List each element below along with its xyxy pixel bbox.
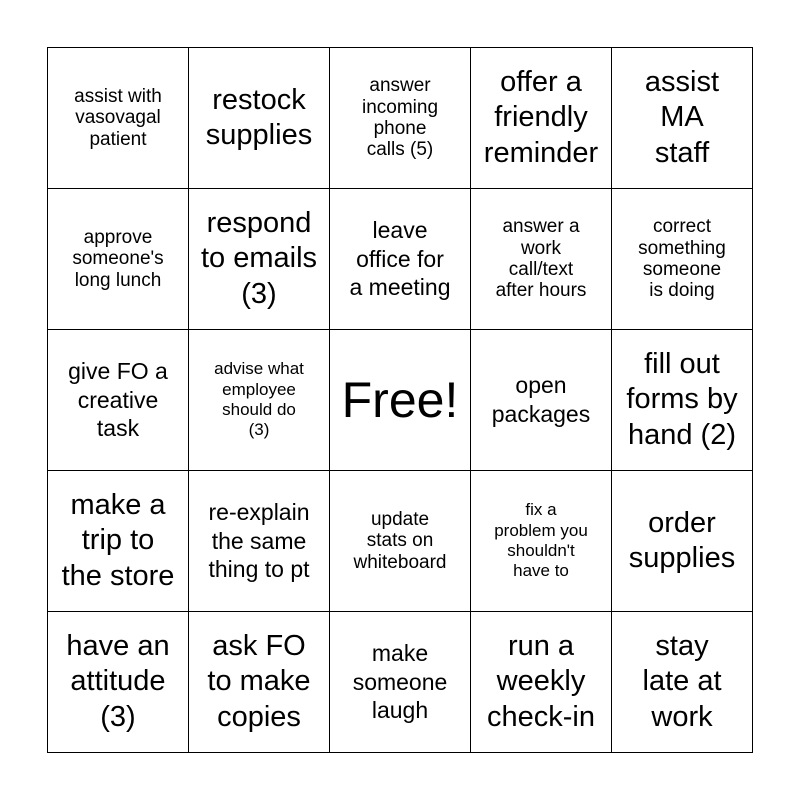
bingo-cell-3[interactable] [330, 48, 471, 189]
bingo-cell-5[interactable] [612, 48, 753, 189]
bingo-cell-label: respond to emails (3) [200, 206, 318, 310]
bingo-cell-15[interactable] [612, 330, 753, 471]
bingo-cell-label: approve someone's long lunch [72, 227, 164, 291]
bingo-cell-21[interactable] [48, 612, 189, 753]
bingo-cell-4[interactable] [471, 48, 612, 189]
bingo-cell-12[interactable] [189, 330, 330, 471]
bingo-cell-label: stay late at work [642, 629, 722, 733]
bingo-cell-label: fix a problem you shouldn't have to [494, 500, 588, 581]
bingo-cell-label: assist MA staff [644, 65, 720, 169]
bingo-cell-label: fill out forms by hand (2) [626, 347, 738, 451]
bingo-cell-7[interactable] [189, 189, 330, 330]
bingo-cell-label: assist with vasovagal patient [74, 86, 162, 150]
bingo-cell-label: offer a friendly reminder [483, 65, 599, 169]
bingo-cell-label: run a weekly check-in [487, 629, 595, 733]
bingo-cell-label: give FO a creative task [68, 357, 168, 442]
bingo-cell-22[interactable] [189, 612, 330, 753]
bingo-cell-2[interactable] [189, 48, 330, 189]
bingo-cell-label: ask FO to make copies [207, 629, 311, 733]
bingo-cell-24[interactable] [471, 612, 612, 753]
bingo-cell-label: order supplies [628, 506, 736, 574]
bingo-cell-label: update stats on whiteboard [353, 509, 447, 573]
free-space-label: Free! [341, 372, 459, 428]
bingo-cell-25[interactable] [612, 612, 753, 753]
bingo-cell-label: make someone laugh [352, 639, 448, 724]
bingo-cell-label: re-explain the same thing to pt [208, 498, 310, 583]
bingo-cell-label: correct something someone is doing [638, 216, 726, 302]
bingo-cell-19[interactable] [471, 471, 612, 612]
bingo-cell-label: answer incoming phone calls (5) [361, 75, 439, 161]
bingo-cell-17[interactable] [189, 471, 330, 612]
bingo-cell-label: advise what employee should do (3) [214, 359, 304, 440]
bingo-cell-23[interactable] [330, 612, 471, 753]
bingo-cell-label: have an attitude (3) [66, 629, 170, 733]
bingo-cell-16[interactable] [48, 471, 189, 612]
bingo-cell-label: open packages [491, 372, 591, 427]
bingo-board [47, 47, 753, 753]
bingo-cell-8[interactable] [330, 189, 471, 330]
bingo-cell-18[interactable] [330, 471, 471, 612]
bingo-cell-9[interactable] [471, 189, 612, 330]
bingo-cell-20[interactable] [612, 471, 753, 612]
bingo-cell-6[interactable] [48, 189, 189, 330]
free-space-cell[interactable] [330, 330, 471, 471]
bingo-cell-10[interactable] [612, 189, 753, 330]
bingo-cell-label: restock supplies [205, 83, 313, 151]
bingo-cell-1[interactable] [48, 48, 189, 189]
bingo-cell-14[interactable] [471, 330, 612, 471]
bingo-cell-label: leave office for a meeting [349, 216, 451, 301]
bingo-cell-11[interactable] [48, 330, 189, 471]
bingo-cell-label: answer a work call/text after hours [495, 216, 587, 302]
bingo-cell-label: make a trip to the store [61, 488, 175, 592]
